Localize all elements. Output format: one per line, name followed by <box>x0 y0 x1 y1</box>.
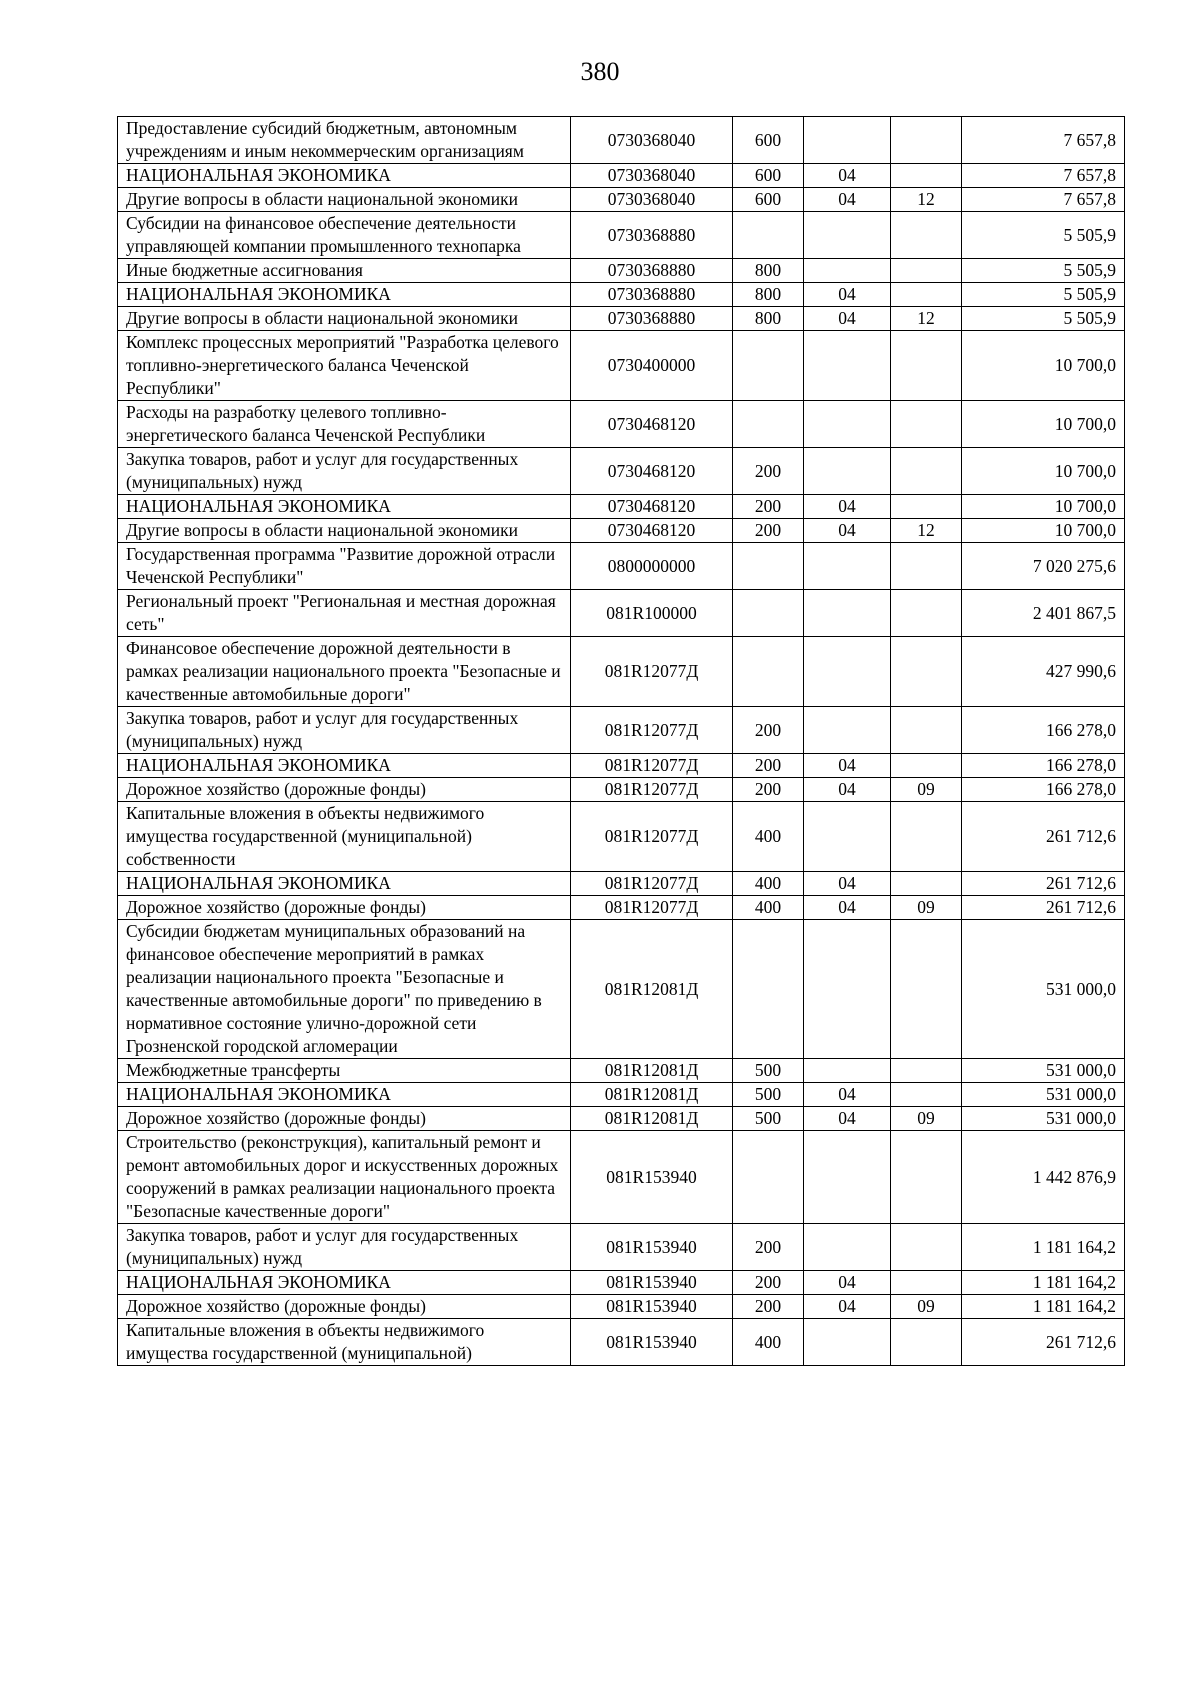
row-name-cell: Закупка товаров, работ и услуг для государственных (муниципальных) нужд <box>118 707 571 754</box>
row-name-cell: Субсидии бюджетам муниципальных образований на финансовое обеспечение мероприятий в рамках реализации национального проекта "Безопасные и качественные автомобильные дороги" по приведению в нормативное состояние улично-дорожной сети Грозненской городской агломерации <box>118 920 571 1059</box>
row-name-cell: НАЦИОНАЛЬНАЯ ЭКОНОМИКА <box>118 1083 571 1107</box>
row-code-cell: 081R153940 <box>571 1131 733 1224</box>
row-amount-cell: 261 712,6 <box>962 802 1125 872</box>
row-section-cell <box>804 802 891 872</box>
row-amount-cell: 531 000,0 <box>962 1107 1125 1131</box>
table-row <box>118 896 1125 920</box>
row-amount-cell: 10 700,0 <box>962 495 1125 519</box>
row-code-cell: 0730468120 <box>571 495 733 519</box>
row-expense-type-cell: 200 <box>733 1224 804 1271</box>
row-name-cell: НАЦИОНАЛЬНАЯ ЭКОНОМИКА <box>118 164 571 188</box>
row-subsection-cell <box>891 117 962 164</box>
row-amount-cell: 166 278,0 <box>962 707 1125 754</box>
row-expense-type-cell: 800 <box>733 307 804 331</box>
row-expense-type-cell: 200 <box>733 778 804 802</box>
table-row <box>118 519 1125 543</box>
row-name-cell: Дорожное хозяйство (дорожные фонды) <box>118 778 571 802</box>
row-name-cell: Государственная программа "Развитие дорожной отрасли Чеченской Республики" <box>118 543 571 590</box>
row-name-cell: Комплекс процессных мероприятий "Разработка целевого топливно-энергетического баланса Чеченской Республики" <box>118 331 571 401</box>
table-row <box>118 590 1125 637</box>
table-row <box>118 920 1125 1059</box>
row-amount-cell: 261 712,6 <box>962 896 1125 920</box>
row-amount-cell: 166 278,0 <box>962 778 1125 802</box>
row-code-cell: 081R12077Д <box>571 896 733 920</box>
row-name-cell: Капитальные вложения в объекты недвижимого имущества государственной (муниципальной) собственности <box>118 802 571 872</box>
budget-table <box>117 116 1125 1366</box>
row-expense-type-cell: 400 <box>733 896 804 920</box>
row-amount-cell: 10 700,0 <box>962 331 1125 401</box>
row-section-cell <box>804 331 891 401</box>
row-name-cell: Предоставление субсидий бюджетным, автономным учреждениям и иным некоммерческим организациям <box>118 117 571 164</box>
row-name-cell: Дорожное хозяйство (дорожные фонды) <box>118 1295 571 1319</box>
row-subsection-cell: 09 <box>891 1295 962 1319</box>
row-section-cell: 04 <box>804 1271 891 1295</box>
row-name-cell: Субсидии на финансовое обеспечение деятельности управляющей компании промышленного технопарка <box>118 212 571 259</box>
row-name-cell: Закупка товаров, работ и услуг для государственных (муниципальных) нужд <box>118 448 571 495</box>
row-expense-type-cell: 200 <box>733 1295 804 1319</box>
row-amount-cell: 261 712,6 <box>962 1319 1125 1366</box>
row-name-cell: Закупка товаров, работ и услуг для государственных (муниципальных) нужд <box>118 1224 571 1271</box>
table-row <box>118 283 1125 307</box>
row-section-cell <box>804 117 891 164</box>
row-code-cell: 0730400000 <box>571 331 733 401</box>
row-section-cell: 04 <box>804 1107 891 1131</box>
table-row <box>118 1083 1125 1107</box>
row-amount-cell: 10 700,0 <box>962 448 1125 495</box>
row-code-cell: 0730368040 <box>571 164 733 188</box>
row-name-cell: Другие вопросы в области национальной экономики <box>118 188 571 212</box>
row-code-cell: 081R12081Д <box>571 920 733 1059</box>
row-code-cell: 081R12081Д <box>571 1107 733 1131</box>
row-section-cell: 04 <box>804 1083 891 1107</box>
row-section-cell <box>804 590 891 637</box>
row-expense-type-cell: 800 <box>733 259 804 283</box>
row-section-cell: 04 <box>804 778 891 802</box>
row-amount-cell: 531 000,0 <box>962 920 1125 1059</box>
row-expense-type-cell: 800 <box>733 283 804 307</box>
row-code-cell: 081R12081Д <box>571 1083 733 1107</box>
row-name-cell: НАЦИОНАЛЬНАЯ ЭКОНОМИКА <box>118 1271 571 1295</box>
row-expense-type-cell: 500 <box>733 1107 804 1131</box>
row-section-cell: 04 <box>804 1295 891 1319</box>
table-row <box>118 259 1125 283</box>
row-section-cell: 04 <box>804 754 891 778</box>
row-expense-type-cell: 600 <box>733 117 804 164</box>
row-expense-type-cell: 500 <box>733 1083 804 1107</box>
row-amount-cell: 5 505,9 <box>962 212 1125 259</box>
row-amount-cell: 7 657,8 <box>962 117 1125 164</box>
row-name-cell: НАЦИОНАЛЬНАЯ ЭКОНОМИКА <box>118 495 571 519</box>
row-subsection-cell <box>891 1083 962 1107</box>
row-name-cell: Дорожное хозяйство (дорожные фонды) <box>118 1107 571 1131</box>
table-row <box>118 778 1125 802</box>
row-code-cell: 081R100000 <box>571 590 733 637</box>
row-name-cell: НАЦИОНАЛЬНАЯ ЭКОНОМИКА <box>118 754 571 778</box>
row-code-cell: 081R12077Д <box>571 872 733 896</box>
table-row <box>118 543 1125 590</box>
row-expense-type-cell <box>733 920 804 1059</box>
row-name-cell: Финансовое обеспечение дорожной деятельности в рамках реализации национального проекта "Безопасные и качественные автомобильные дороги" <box>118 637 571 707</box>
row-subsection-cell <box>891 164 962 188</box>
row-code-cell: 0730368040 <box>571 117 733 164</box>
row-code-cell: 0730468120 <box>571 401 733 448</box>
table-row <box>118 754 1125 778</box>
row-expense-type-cell: 400 <box>733 872 804 896</box>
row-expense-type-cell: 200 <box>733 448 804 495</box>
row-subsection-cell <box>891 448 962 495</box>
row-expense-type-cell <box>733 331 804 401</box>
row-expense-type-cell: 200 <box>733 519 804 543</box>
row-code-cell: 081R153940 <box>571 1319 733 1366</box>
row-amount-cell: 166 278,0 <box>962 754 1125 778</box>
row-subsection-cell <box>891 212 962 259</box>
row-expense-type-cell <box>733 590 804 637</box>
row-subsection-cell: 09 <box>891 778 962 802</box>
row-amount-cell: 10 700,0 <box>962 519 1125 543</box>
row-subsection-cell <box>891 331 962 401</box>
row-amount-cell: 5 505,9 <box>962 283 1125 307</box>
row-expense-type-cell: 200 <box>733 1271 804 1295</box>
table-row <box>118 802 1125 872</box>
row-section-cell: 04 <box>804 519 891 543</box>
table-row <box>118 1271 1125 1295</box>
table-row <box>118 1107 1125 1131</box>
row-code-cell: 0730368880 <box>571 283 733 307</box>
row-section-cell <box>804 259 891 283</box>
row-expense-type-cell: 400 <box>733 1319 804 1366</box>
table-row <box>118 637 1125 707</box>
row-expense-type-cell: 600 <box>733 164 804 188</box>
row-code-cell: 0730368880 <box>571 259 733 283</box>
row-code-cell: 081R12077Д <box>571 637 733 707</box>
row-subsection-cell: 09 <box>891 1107 962 1131</box>
row-subsection-cell <box>891 872 962 896</box>
table-row <box>118 1224 1125 1271</box>
table-row <box>118 1319 1125 1366</box>
row-subsection-cell <box>891 637 962 707</box>
table-row <box>118 1059 1125 1083</box>
table-row <box>118 495 1125 519</box>
row-section-cell: 04 <box>804 896 891 920</box>
row-expense-type-cell: 600 <box>733 188 804 212</box>
row-subsection-cell <box>891 590 962 637</box>
row-amount-cell: 5 505,9 <box>962 259 1125 283</box>
row-code-cell: 0730368880 <box>571 212 733 259</box>
row-code-cell: 0730468120 <box>571 448 733 495</box>
row-section-cell <box>804 707 891 754</box>
row-section-cell <box>804 543 891 590</box>
row-section-cell <box>804 920 891 1059</box>
row-code-cell: 081R12077Д <box>571 707 733 754</box>
row-amount-cell: 10 700,0 <box>962 401 1125 448</box>
row-subsection-cell <box>891 283 962 307</box>
row-code-cell: 081R12081Д <box>571 1059 733 1083</box>
row-name-cell: Капитальные вложения в объекты недвижимого имущества государственной (муниципальной) <box>118 1319 571 1366</box>
row-section-cell <box>804 448 891 495</box>
table-row <box>118 707 1125 754</box>
row-subsection-cell <box>891 1059 962 1083</box>
row-amount-cell: 7 020 275,6 <box>962 543 1125 590</box>
row-name-cell: Межбюджетные трансферты <box>118 1059 571 1083</box>
row-name-cell: НАЦИОНАЛЬНАЯ ЭКОНОМИКА <box>118 283 571 307</box>
row-section-cell: 04 <box>804 283 891 307</box>
row-expense-type-cell: 200 <box>733 707 804 754</box>
row-code-cell: 081R153940 <box>571 1295 733 1319</box>
table-row <box>118 448 1125 495</box>
row-code-cell: 081R153940 <box>571 1271 733 1295</box>
row-subsection-cell <box>891 802 962 872</box>
row-amount-cell: 1 442 876,9 <box>962 1131 1125 1224</box>
row-name-cell: Расходы на разработку целевого топливно-энергетического баланса Чеченской Республики <box>118 401 571 448</box>
row-subsection-cell <box>891 1271 962 1295</box>
row-section-cell <box>804 1224 891 1271</box>
row-expense-type-cell <box>733 543 804 590</box>
page-number: 380 <box>580 57 620 86</box>
row-expense-type-cell <box>733 401 804 448</box>
table-row <box>118 164 1125 188</box>
row-subsection-cell <box>891 707 962 754</box>
row-expense-type-cell: 200 <box>733 495 804 519</box>
row-code-cell: 0800000000 <box>571 543 733 590</box>
row-name-cell: Другие вопросы в области национальной экономики <box>118 307 571 331</box>
row-subsection-cell <box>891 259 962 283</box>
row-section-cell <box>804 1059 891 1083</box>
row-section-cell: 04 <box>804 495 891 519</box>
table-row <box>118 1131 1125 1224</box>
row-code-cell: 0730468120 <box>571 519 733 543</box>
row-section-cell: 04 <box>804 188 891 212</box>
row-name-cell: Дорожное хозяйство (дорожные фонды) <box>118 896 571 920</box>
row-section-cell: 04 <box>804 872 891 896</box>
row-amount-cell: 531 000,0 <box>962 1059 1125 1083</box>
row-code-cell: 081R153940 <box>571 1224 733 1271</box>
row-section-cell <box>804 401 891 448</box>
row-subsection-cell: 09 <box>891 896 962 920</box>
row-subsection-cell <box>891 754 962 778</box>
table-row <box>118 872 1125 896</box>
row-subsection-cell <box>891 401 962 448</box>
row-code-cell: 081R12077Д <box>571 802 733 872</box>
row-amount-cell: 7 657,8 <box>962 164 1125 188</box>
row-section-cell: 04 <box>804 164 891 188</box>
row-expense-type-cell <box>733 212 804 259</box>
row-subsection-cell <box>891 495 962 519</box>
row-amount-cell: 7 657,8 <box>962 188 1125 212</box>
row-expense-type-cell: 500 <box>733 1059 804 1083</box>
table-row <box>118 117 1125 164</box>
row-amount-cell: 1 181 164,2 <box>962 1224 1125 1271</box>
row-expense-type-cell <box>733 637 804 707</box>
row-section-cell <box>804 212 891 259</box>
row-name-cell: Строительство (реконструкция), капитальный ремонт и ремонт автомобильных дорог и искусственных дорожных сооружений в рамках реализации национального проекта "Безопасные качественные дороги" <box>118 1131 571 1224</box>
row-subsection-cell: 12 <box>891 307 962 331</box>
row-section-cell <box>804 637 891 707</box>
row-subsection-cell: 12 <box>891 519 962 543</box>
table-row <box>118 212 1125 259</box>
table-row <box>118 401 1125 448</box>
row-subsection-cell <box>891 1131 962 1224</box>
table-row <box>118 331 1125 401</box>
table-row <box>118 1295 1125 1319</box>
row-code-cell: 0730368040 <box>571 188 733 212</box>
row-subsection-cell <box>891 920 962 1059</box>
row-subsection-cell <box>891 1224 962 1271</box>
row-section-cell <box>804 1131 891 1224</box>
table-row <box>118 188 1125 212</box>
row-name-cell: НАЦИОНАЛЬНАЯ ЭКОНОМИКА <box>118 872 571 896</box>
row-code-cell: 0730368880 <box>571 307 733 331</box>
row-code-cell: 081R12077Д <box>571 754 733 778</box>
row-amount-cell: 261 712,6 <box>962 872 1125 896</box>
row-name-cell: Другие вопросы в области национальной экономики <box>118 519 571 543</box>
row-subsection-cell <box>891 1319 962 1366</box>
row-expense-type-cell <box>733 1131 804 1224</box>
row-expense-type-cell: 400 <box>733 802 804 872</box>
table-row <box>118 307 1125 331</box>
row-amount-cell: 427 990,6 <box>962 637 1125 707</box>
budget-table-body <box>118 117 1125 1366</box>
row-name-cell: Региональный проект "Региональная и местная дорожная сеть" <box>118 590 571 637</box>
row-amount-cell: 531 000,0 <box>962 1083 1125 1107</box>
row-amount-cell: 1 181 164,2 <box>962 1271 1125 1295</box>
row-expense-type-cell: 200 <box>733 754 804 778</box>
row-code-cell: 081R12077Д <box>571 778 733 802</box>
row-amount-cell: 5 505,9 <box>962 307 1125 331</box>
row-subsection-cell: 12 <box>891 188 962 212</box>
row-amount-cell: 2 401 867,5 <box>962 590 1125 637</box>
row-name-cell: Иные бюджетные ассигнования <box>118 259 571 283</box>
row-subsection-cell <box>891 543 962 590</box>
row-section-cell: 04 <box>804 307 891 331</box>
row-section-cell <box>804 1319 891 1366</box>
row-amount-cell: 1 181 164,2 <box>962 1295 1125 1319</box>
